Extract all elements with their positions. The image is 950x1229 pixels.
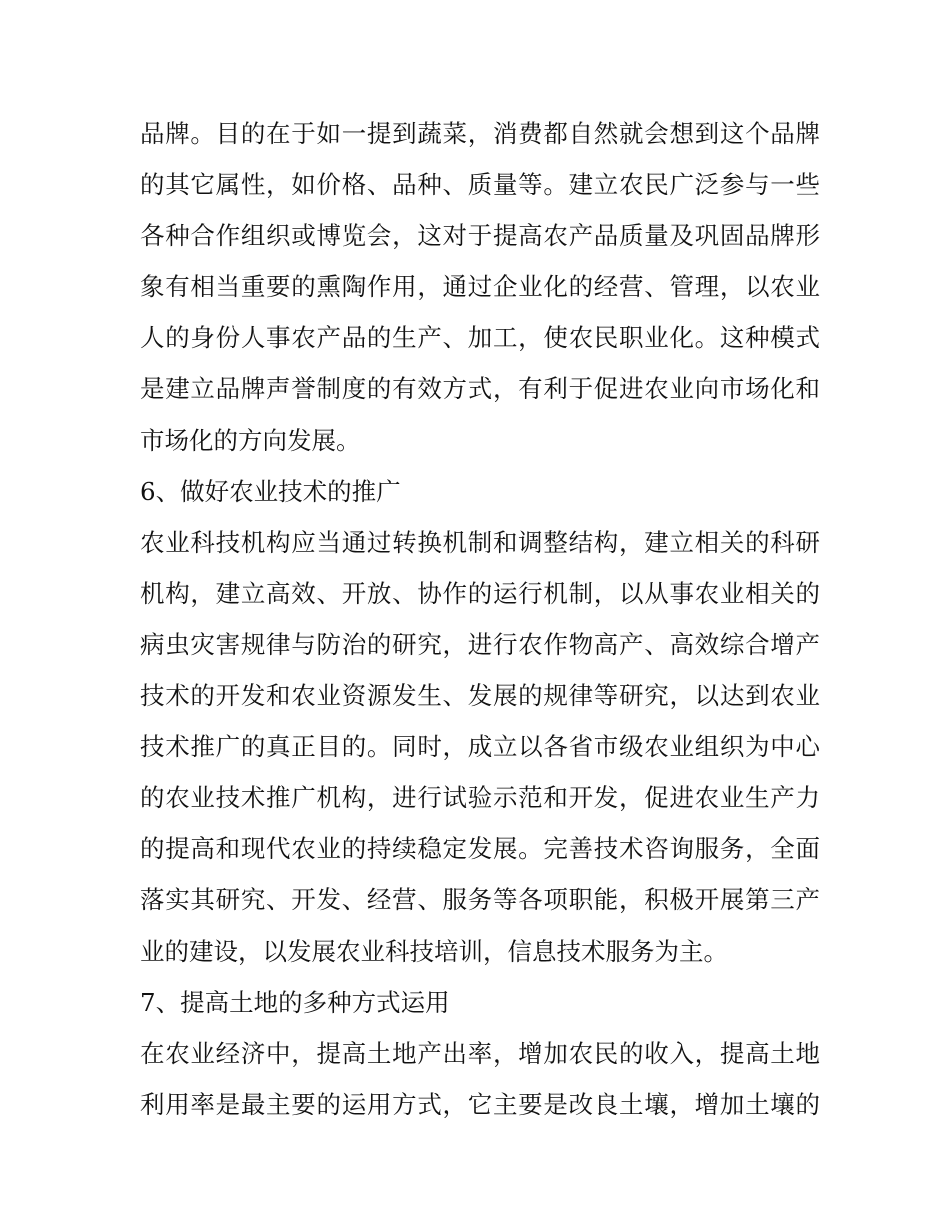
paragraph-line: 农业科技机构应当通过转换机制和调整结构，建立相关的科研 bbox=[140, 527, 820, 557]
paragraph-line: 业的建设，以发展农业科技培训，信息技术服务为主。 bbox=[140, 936, 728, 966]
paragraph-line: 落实其研究、开发、经营、服务等各项职能，积极开展第三产 bbox=[140, 885, 820, 915]
paragraph-line: 技术的开发和农业资源发生、发展的规律等研究，以达到农业 bbox=[140, 681, 820, 711]
paragraph-line: 机构，建立高效、开放、协作的运行机制，以从事农业相关的 bbox=[140, 578, 820, 608]
paragraph-line: 是建立品牌声誉制度的有效方式，有利于促进农业向市场化和 bbox=[140, 374, 820, 404]
paragraph-line: 品牌。目的在于如一提到蔬菜，消费都自然就会想到这个品牌 bbox=[140, 119, 820, 148]
paragraph-line: 象有相当重要的熏陶作用，通过企业化的经营、管理，以农业 bbox=[140, 272, 820, 302]
paragraph-line: 利用率是最主要的运用方式，它主要是改良土壤，增加土壤的 bbox=[140, 1089, 820, 1119]
paragraph-tech-promotion bbox=[140, 517, 820, 977]
paragraph-line: 在农业经济中，提高土地产出率，增加农民的收入，提高土地 bbox=[140, 1038, 820, 1068]
paragraph-land-use bbox=[140, 1028, 820, 1130]
paragraph-line: 病虫灾害规律与防治的研究，进行农作物高产、高效综合增产 bbox=[140, 629, 820, 659]
paragraph-line: 的其它属性，如价格、品种、质量等。建立农民广泛参与一些 bbox=[140, 170, 820, 200]
section-heading-6: 6、做好农业技术的推广 bbox=[140, 476, 401, 506]
paragraph-line: 技术推广的真正目的。同时，成立以各省市级农业组织为中心 bbox=[140, 732, 820, 762]
section-heading-7: 7、提高土地的多种方式运用 bbox=[140, 987, 450, 1017]
paragraph-line: 市场化的方向发展。 bbox=[140, 425, 361, 455]
document-body bbox=[140, 108, 820, 1130]
paragraph-line: 的农业技术推广机构，进行试验示范和开发，促进农业生产力 bbox=[140, 783, 820, 813]
paragraph-line: 人的身份人事农产品的生产、加工，使农民职业化。这种模式 bbox=[140, 323, 820, 353]
paragraph-line: 的提高和现代农业的持续稳定发展。完善技术咨询服务，全面 bbox=[140, 834, 820, 864]
paragraph-line: 各种合作组织或博览会，这对于提高农产品质量及巩固品牌形 bbox=[140, 221, 820, 251]
paragraph-brand bbox=[140, 108, 820, 466]
